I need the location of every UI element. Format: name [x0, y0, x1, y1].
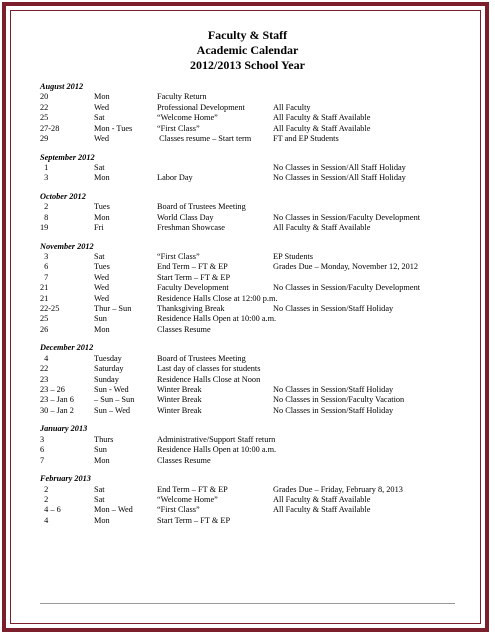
row-date: 3 [40, 252, 49, 262]
footer-divider [40, 603, 455, 604]
row-note: No Classes in Session/All Staff Holiday [273, 173, 406, 183]
row-event: Professional Development [157, 102, 245, 112]
row-note: EP Students [273, 252, 314, 262]
row-date: 21 [40, 293, 49, 303]
row-date: 4 – 6 [40, 505, 61, 515]
row-event: Classes Resume [157, 455, 211, 465]
row-note: No Classes in Session/Faculty Development [273, 283, 421, 293]
row-event: “First Class” [157, 505, 200, 515]
calendar-row [40, 395, 480, 405]
calendar-row [40, 375, 480, 385]
calendar-row [40, 516, 480, 526]
row-date: 20 [40, 92, 49, 102]
row-date: 25 [40, 113, 49, 123]
month-heading: October 2012 [40, 191, 86, 201]
calendar-row [40, 495, 480, 505]
calendar-row [40, 294, 480, 304]
row-event: “Welcome Home” [157, 494, 218, 504]
row-day: Sat [94, 494, 105, 504]
row-date: 4 [40, 353, 49, 363]
row-day: Saturday [94, 364, 124, 374]
row-day: Tues [94, 202, 110, 212]
month-heading: November 2012 [40, 241, 94, 251]
row-note: No Classes in Session/Faculty Development [273, 212, 421, 222]
row-day: Tuesday [94, 353, 122, 363]
calendar-row [40, 325, 480, 335]
calendar-row [40, 485, 480, 495]
calendar-row [40, 134, 480, 144]
row-date: 2 [40, 494, 49, 504]
calendar-row [40, 124, 480, 134]
row-event: Administrative/Support Staff return [157, 434, 276, 444]
row-event: Residence Halls Close at 12:00 p.m. [157, 293, 278, 303]
row-day: Sat [94, 162, 105, 172]
row-day: Mon [94, 455, 110, 465]
row-day: Sun [94, 445, 107, 455]
row-date: 7 [40, 272, 49, 282]
row-note: No Classes in Session/Staff Holiday [273, 304, 394, 314]
row-note: All Faculty [273, 102, 311, 112]
row-day: Thur – Sun [94, 304, 132, 314]
row-date: 6 [40, 262, 49, 272]
row-event: Thanksgiving Break [157, 304, 225, 314]
row-day: Wed [94, 272, 109, 282]
calendar-row [40, 314, 480, 324]
row-event: Winter Break [157, 384, 202, 394]
row-day: Wed [94, 293, 109, 303]
row-event: Winter Break [157, 405, 202, 415]
title-line-2: Academic Calendar [196, 43, 299, 57]
row-date: 22-25 [40, 304, 60, 314]
row-note: No Classes in Session/Staff Holiday [273, 384, 394, 394]
row-note: All Faculty & Staff Available [273, 223, 371, 233]
row-note: No Classes in Session/Staff Holiday [273, 405, 394, 415]
month-section [40, 474, 480, 526]
row-event: Faculty Development [157, 283, 229, 293]
month-heading: September 2012 [40, 152, 95, 162]
row-day: Mon [94, 324, 110, 334]
row-date: 29 [40, 133, 49, 143]
row-note: Grades Due – Friday, February 8, 2013 [273, 484, 403, 494]
calendar-body [40, 82, 480, 534]
calendar-row [40, 252, 480, 262]
row-note: All Faculty & Staff Available [273, 113, 371, 123]
row-event: Faculty Return [157, 92, 207, 102]
calendar-row [40, 223, 480, 233]
month-section [40, 82, 480, 144]
title-line-1: Faculty & Staff [207, 28, 288, 42]
row-day: Mon [94, 173, 110, 183]
row-day: Mon [94, 212, 110, 222]
month-section [40, 242, 480, 336]
row-date: 4 [40, 515, 49, 525]
row-note: No Classes in Session/All Staff Holiday [273, 162, 406, 172]
row-event: Board of Trustees Meeting [157, 202, 246, 212]
row-event: “First Class” [157, 123, 200, 133]
row-note: All Faculty & Staff Available [273, 123, 371, 133]
row-day: Mon – Wed [94, 505, 133, 515]
row-event: End Term – FT & EP [157, 262, 228, 272]
calendar-title [0, 28, 495, 73]
calendar-row [40, 92, 480, 102]
row-day: Wed [94, 283, 109, 293]
row-date: 8 [40, 212, 49, 222]
calendar-row [40, 445, 480, 455]
row-note: No Classes in Session/Faculty Vacation [273, 395, 405, 405]
row-event: “First Class” [157, 252, 200, 262]
row-day: Mon - Tues [94, 123, 133, 133]
row-event: World Class Day [157, 212, 214, 222]
row-day: Sun – Wed [94, 405, 131, 415]
calendar-row [40, 103, 480, 113]
month-section [40, 424, 480, 466]
calendar-row [40, 163, 480, 173]
row-date: 19 [40, 223, 49, 233]
calendar-row [40, 505, 480, 515]
row-date: 26 [40, 324, 49, 334]
calendar-row [40, 273, 480, 283]
calendar-row [40, 173, 480, 183]
row-event: Last day of classes for students [157, 364, 261, 374]
row-day: Tues [94, 262, 110, 272]
row-day: Sun - Wed [94, 384, 129, 394]
row-date: 2 [40, 202, 49, 212]
row-event: Board of Trustees Meeting [157, 353, 246, 363]
calendar-row [40, 213, 480, 223]
row-day: Sun [94, 314, 107, 324]
row-day: Fri [94, 223, 104, 233]
month-heading: February 2013 [40, 474, 91, 484]
row-day: Mon [94, 515, 110, 525]
calendar-row [40, 113, 480, 123]
row-date: 6 [40, 445, 45, 455]
calendar-row [40, 202, 480, 212]
calendar-row [40, 354, 480, 364]
row-event: End Term – FT & EP [157, 484, 228, 494]
row-day: – Sun – Sun [94, 395, 135, 405]
row-date: 25 [40, 314, 49, 324]
calendar-row [40, 262, 480, 272]
calendar-row [40, 385, 480, 395]
row-day: Wed [94, 133, 109, 143]
calendar-row [40, 304, 480, 314]
row-day: Sat [94, 252, 105, 262]
row-day: Thurs [94, 434, 114, 444]
row-note: All Faculty & Staff Available [273, 505, 371, 515]
row-date: 22 [40, 102, 49, 112]
calendar-row [40, 364, 480, 374]
calendar-row [40, 283, 480, 293]
row-event: Classes resume – Start term [157, 133, 252, 143]
row-day: Wed [94, 102, 109, 112]
month-heading: August 2012 [40, 82, 84, 91]
row-day: Sunday [94, 374, 119, 384]
month-section [40, 153, 480, 184]
row-date: 7 [40, 455, 45, 465]
row-date: 23 – 26 [40, 384, 65, 394]
row-event: Residence Halls Open at 10:00 a.m. [157, 445, 277, 455]
row-date: 27-28 [40, 123, 60, 133]
month-section [40, 343, 480, 416]
row-date: 2 [40, 484, 49, 494]
row-date: 3 [40, 434, 45, 444]
row-date: 23 – Jan 6 [40, 395, 74, 405]
row-date: 3 [40, 173, 49, 183]
row-event: Residence Halls Open at 10:00 a.m. [157, 314, 277, 324]
row-note: All Faculty & Staff Available [273, 494, 371, 504]
row-day: Mon [94, 92, 110, 102]
row-event: Start Term – FT & EP [157, 515, 231, 525]
month-section [40, 192, 480, 234]
row-date: 30 – Jan 2 [40, 405, 74, 415]
calendar-row [40, 435, 480, 445]
title-line-3: 2012/2013 School Year [190, 58, 305, 72]
month-heading: December 2012 [40, 343, 94, 353]
row-event: Start Term – FT & EP [157, 272, 231, 282]
row-day: Sat [94, 484, 105, 494]
row-event: Winter Break [157, 395, 202, 405]
row-date: 1 [40, 162, 49, 172]
row-date: 21 [40, 283, 49, 293]
calendar-row [40, 456, 480, 466]
row-date: 22 [40, 364, 49, 374]
row-event: Freshman Showcase [157, 223, 225, 233]
month-heading: January 2013 [40, 424, 88, 434]
row-event: Labor Day [157, 173, 193, 183]
row-day: Sat [94, 113, 105, 123]
row-event: Classes Resume [157, 324, 211, 334]
row-event: Residence Halls Close at Noon [157, 374, 261, 384]
row-note: Grades Due – Monday, November 12, 2012 [273, 262, 419, 272]
row-event: “Welcome Home” [157, 113, 218, 123]
row-date: 23 [40, 374, 49, 384]
calendar-row [40, 406, 480, 416]
row-note: FT and EP Students [273, 133, 339, 143]
